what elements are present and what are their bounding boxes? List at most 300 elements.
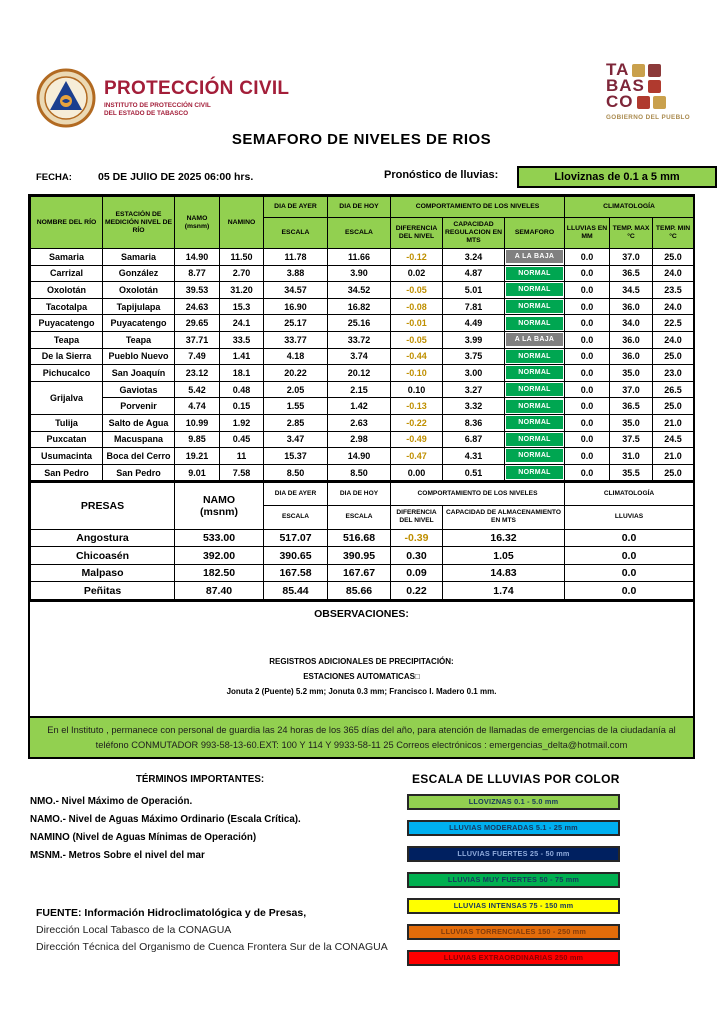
rivers-table-body — [31, 249, 694, 481]
cell-namo: 24.63 — [175, 298, 220, 315]
cell-hoy: 25.16 — [328, 315, 391, 332]
cell-lluvias: 0.0 — [565, 547, 694, 565]
col-dia-ayer: DIA DE AYER — [264, 197, 328, 218]
cell-semaforo — [505, 282, 565, 299]
cell-temp-min: 25.0 — [653, 464, 694, 481]
page-title: SEMAFORO DE NIVELES DE RIOS — [231, 131, 492, 148]
escala-bar: LLUVIAS TORRENCIALES 150 - 250 mm — [407, 924, 620, 940]
col-presas: PRESAS — [31, 482, 175, 529]
semaforo-badge: NORMAL — [506, 267, 563, 280]
tabasco-glyph-2 — [648, 64, 661, 77]
cell-temp-max: 36.5 — [610, 398, 653, 415]
table-row — [31, 547, 694, 565]
cell-estacion: Macuspana — [103, 431, 175, 448]
tables-container — [28, 194, 695, 718]
cell-namino: 24.1 — [220, 315, 264, 332]
cell-temp-min: 24.5 — [653, 431, 694, 448]
semaforo-badge: NORMAL — [506, 449, 563, 462]
cell-temp-min: 24.0 — [653, 331, 694, 348]
cell-temp-max: 36.0 — [610, 331, 653, 348]
observaciones-section — [30, 600, 693, 716]
cell-hoy: 34.52 — [328, 282, 391, 299]
cell-diferencia: 0.02 — [391, 265, 443, 282]
cell-namo: 23.12 — [175, 365, 220, 382]
cell-diferencia: -0.12 — [391, 249, 443, 266]
cell-namino: 0.45 — [220, 431, 264, 448]
cell-temp-min: 26.5 — [653, 381, 694, 398]
cell-estacion: Tapijulapa — [103, 298, 175, 315]
tabasco-logo — [606, 62, 701, 121]
tabasco-glyph-1 — [632, 64, 645, 77]
escala-bar: LLUVIAS MODERADAS 5.1 - 25 mm — [407, 820, 620, 836]
table-row — [31, 398, 694, 415]
cell-capacidad: 1.74 — [443, 582, 565, 600]
tabasco-logo-subtitle: GOBIERNO DEL PUEBLO — [606, 114, 691, 121]
cell-temp-max: 36.0 — [610, 298, 653, 315]
cell-estacion: Boca del Cerro — [103, 448, 175, 465]
table-row — [31, 381, 694, 398]
col-temp-max: TEMP. MAX °C — [610, 218, 653, 249]
col-lluvias: LLUVIAS EN MM — [565, 218, 610, 249]
cell-hoy: 1.42 — [328, 398, 391, 415]
col-presas-escala-ayer: ESCALA — [264, 505, 328, 529]
table-row — [31, 414, 694, 431]
observaciones-line: ESTACIONES AUTOMATICAS□ — [303, 671, 420, 681]
cell-ayer: 8.50 — [264, 464, 328, 481]
col-semaforo: SEMAFORO — [505, 218, 565, 249]
cell-temp-max: 37.0 — [610, 381, 653, 398]
cell-lluvias: 0.0 — [565, 348, 610, 365]
cell-lluvias: 0.0 — [565, 564, 694, 582]
cell-presa: Angostura — [31, 529, 175, 547]
cell-ayer: 167.58 — [264, 564, 328, 582]
cell-capacidad: 1.05 — [443, 547, 565, 565]
cell-lluvias: 0.0 — [565, 249, 610, 266]
cell-hoy: 8.50 — [328, 464, 391, 481]
presas-table — [30, 481, 694, 600]
terminos-line: NMO.- Nivel Máximo de Operación. — [30, 796, 193, 807]
cell-estacion: Samaria — [103, 249, 175, 266]
semaforo-badge: NORMAL — [506, 433, 563, 446]
semaforo-badge: NORMAL — [506, 400, 563, 413]
semaforo-badge: NORMAL — [506, 416, 563, 429]
cell-presa: Peñitas — [31, 582, 175, 600]
cell-ayer: 3.88 — [264, 265, 328, 282]
cell-temp-max: 34.0 — [610, 315, 653, 332]
cell-lluvias: 0.0 — [565, 298, 610, 315]
cell-namino: 31.20 — [220, 282, 264, 299]
cell-temp-min: 21.0 — [653, 448, 694, 465]
cell-estacion: San Pedro — [103, 464, 175, 481]
cell-semaforo — [505, 464, 565, 481]
proteccion-civil-emblem — [36, 68, 96, 128]
cell-namo: 37.71 — [175, 331, 220, 348]
cell-namo: 5.42 — [175, 381, 220, 398]
cell-namino: 1.41 — [220, 348, 264, 365]
col-presas-ayer: DIA DE AYER — [264, 482, 328, 505]
org-text-block — [104, 78, 289, 118]
cell-diferencia: -0.39 — [391, 529, 443, 547]
cell-capacidad: 3.27 — [443, 381, 505, 398]
cell-diferencia: -0.44 — [391, 348, 443, 365]
observaciones-title: OBSERVACIONES: — [314, 607, 409, 620]
cell-temp-min: 21.0 — [653, 414, 694, 431]
cell-rio: San Pedro — [31, 464, 103, 481]
cell-temp-min: 23.0 — [653, 365, 694, 382]
semaforo-badge: NORMAL — [506, 383, 563, 396]
cell-namino: 2.70 — [220, 265, 264, 282]
cell-hoy: 2.98 — [328, 431, 391, 448]
cell-lluvias: 0.0 — [565, 331, 610, 348]
fecha-label: FECHA: — [36, 172, 72, 183]
cell-semaforo — [505, 348, 565, 365]
cell-namo: 7.49 — [175, 348, 220, 365]
cell-capacidad: 3.32 — [443, 398, 505, 415]
cell-ayer: 15.37 — [264, 448, 328, 465]
cell-lluvias: 0.0 — [565, 315, 610, 332]
cell-ayer: 390.65 — [264, 547, 328, 565]
cell-temp-max: 31.0 — [610, 448, 653, 465]
semaforo-badge: NORMAL — [506, 366, 563, 379]
cell-rio: Usumacinta — [31, 448, 103, 465]
cell-rio: Puyacatengo — [31, 315, 103, 332]
cell-capacidad: 3.24 — [443, 249, 505, 266]
cell-rio: De la Sierra — [31, 348, 103, 365]
semaforo-badge: NORMAL — [506, 350, 563, 363]
col-presas-namo — [175, 482, 264, 529]
cell-ayer: 85.44 — [264, 582, 328, 600]
cell-ayer: 16.90 — [264, 298, 328, 315]
cell-semaforo — [505, 249, 565, 266]
cell-namo: 39.53 — [175, 282, 220, 299]
cell-diferencia: -0.08 — [391, 298, 443, 315]
cell-temp-max: 36.0 — [610, 348, 653, 365]
col-escala-hoy: ESCALA — [328, 218, 391, 249]
fuente-line2: Dirección Local Tabasco de la CONAGUA — [36, 924, 232, 936]
cell-lluvias: 0.0 — [565, 398, 610, 415]
meta-row — [36, 168, 696, 190]
presas-table-header — [31, 482, 694, 529]
cell-rio: Samaria — [31, 249, 103, 266]
cell-ayer: 33.77 — [264, 331, 328, 348]
cell-temp-max: 35.5 — [610, 464, 653, 481]
cell-hoy: 11.66 — [328, 249, 391, 266]
col-namino: NAMINO — [220, 197, 264, 249]
cell-capacidad: 4.31 — [443, 448, 505, 465]
cell-semaforo — [505, 414, 565, 431]
cell-capacidad: 7.81 — [443, 298, 505, 315]
table-row — [31, 464, 694, 481]
terminos-line: NAMINO (Nivel de Aguas Mínimas de Operación) — [30, 832, 257, 843]
cell-capacidad: 14.83 — [443, 564, 565, 582]
semaforo-badge: A LA BAJA — [506, 250, 563, 263]
cell-estacion: Salto de Agua — [103, 414, 175, 431]
col-nombre-rio: NOMBRE DEL RÍO — [31, 197, 103, 249]
cell-semaforo — [505, 398, 565, 415]
cell-rio: Tulija — [31, 414, 103, 431]
cell-diferencia: -0.01 — [391, 315, 443, 332]
cell-diferencia: 0.22 — [391, 582, 443, 600]
cell-lluvias: 0.0 — [565, 448, 610, 465]
escala-bar: LLUVIAS EXTRAORDINARIAS 250 mm — [407, 950, 620, 966]
cell-estacion: Porvenir — [103, 398, 175, 415]
cell-namo: 182.50 — [175, 564, 264, 582]
cell-capacidad: 4.49 — [443, 315, 505, 332]
cell-namo: 392.00 — [175, 547, 264, 565]
cell-namino: 0.15 — [220, 398, 264, 415]
cell-rio: Oxolotán — [31, 282, 103, 299]
cell-hoy: 390.95 — [328, 547, 391, 565]
cell-lluvias: 0.0 — [565, 464, 610, 481]
cell-capacidad: 3.75 — [443, 348, 505, 365]
table-row — [31, 249, 694, 266]
table-row — [31, 365, 694, 382]
rivers-table — [30, 196, 694, 481]
cell-capacidad: 4.87 — [443, 265, 505, 282]
cell-rio: Pichucalco — [31, 365, 103, 382]
observaciones-lines — [30, 654, 693, 699]
col-presas-lluvias: LLUVIAS — [565, 505, 694, 529]
cell-capacidad: 3.00 — [443, 365, 505, 382]
cell-temp-min: 23.5 — [653, 282, 694, 299]
cell-diferencia: -0.22 — [391, 414, 443, 431]
escala-bars — [407, 794, 627, 966]
emblem-icon — [36, 68, 96, 128]
cell-temp-min: 25.0 — [653, 249, 694, 266]
cell-ayer: 1.55 — [264, 398, 328, 415]
semaforo-badge: A LA BAJA — [506, 333, 563, 346]
org-subtitle-line1: INSTITUTO DE PROTECCIÓN CIVIL — [104, 102, 211, 109]
cell-hoy: 516.68 — [328, 529, 391, 547]
terminos-line: NAMO.- Nivel de Aguas Máximo Ordinario (Escala Crítica). — [30, 814, 301, 825]
cell-lluvias: 0.0 — [565, 365, 610, 382]
table-row — [31, 315, 694, 332]
cell-namo: 9.85 — [175, 431, 220, 448]
cell-lluvias: 0.0 — [565, 381, 610, 398]
table-row — [31, 448, 694, 465]
cell-namo: 9.01 — [175, 464, 220, 481]
cell-lluvias: 0.0 — [565, 529, 694, 547]
cell-namino: 11 — [220, 448, 264, 465]
observaciones-line: REGISTROS ADICIONALES DE PRECIPITACIÓN: — [269, 656, 454, 666]
cell-namino: 15.3 — [220, 298, 264, 315]
escala-bar: LLUVIAS INTENSAS 75 - 150 mm — [407, 898, 620, 914]
cell-presa: Chicoasén — [31, 547, 175, 565]
table-row — [31, 265, 694, 282]
cell-diferencia: 0.00 — [391, 464, 443, 481]
cell-namo: 8.77 — [175, 265, 220, 282]
cell-hoy: 3.74 — [328, 348, 391, 365]
col-presas-escala-hoy: ESCALA — [328, 505, 391, 529]
table-row — [31, 431, 694, 448]
cell-diferencia: 0.10 — [391, 381, 443, 398]
observaciones-line: Jonuta 2 (Puente) 5.2 mm; Jonuta 0.3 mm; Francisco I. Madero 0.1 mm. — [226, 686, 497, 696]
cell-estacion: González — [103, 265, 175, 282]
org-title: PROTECCIÓN CIVIL — [104, 78, 290, 99]
cell-capacidad: 3.99 — [443, 331, 505, 348]
cell-ayer: 11.78 — [264, 249, 328, 266]
cell-hoy: 33.72 — [328, 331, 391, 348]
cell-hoy: 3.90 — [328, 265, 391, 282]
cell-diferencia: -0.47 — [391, 448, 443, 465]
col-presas-comportamiento: COMPORTAMIENTO DE LOS NIVELES — [391, 482, 565, 505]
cell-ayer: 517.07 — [264, 529, 328, 547]
escala-title: ESCALA DE LLUVIAS POR COLOR — [412, 772, 620, 786]
cell-semaforo — [505, 315, 565, 332]
terminos-title: TÉRMINOS IMPORTANTES: — [135, 774, 265, 785]
semaforo-badge: NORMAL — [506, 466, 563, 479]
col-presas-capacidad: CAPACIDAD DE ALMACENAMIENTO EN MTS — [443, 505, 565, 529]
cell-ayer: 3.47 — [264, 431, 328, 448]
cell-lluvias: 0.0 — [565, 414, 610, 431]
cell-diferencia: 0.30 — [391, 547, 443, 565]
terminos-section — [30, 774, 370, 865]
cell-diferencia: -0.10 — [391, 365, 443, 382]
cell-diferencia: -0.13 — [391, 398, 443, 415]
terminos-line: MSNM.- Metros Sobre el nivel del mar — [30, 850, 205, 861]
tabasco-bas: BAS — [606, 76, 645, 95]
cell-semaforo — [505, 431, 565, 448]
cell-temp-max: 37.0 — [610, 249, 653, 266]
pronostico-value-box: Lloviznas de 0.1 a 5 mm — [517, 166, 717, 188]
col-comportamiento: COMPORTAMIENTO DE LOS NIVELES — [391, 197, 565, 218]
cell-capacidad: 16.32 — [443, 529, 565, 547]
table-row — [31, 282, 694, 299]
cell-namino: 18.1 — [220, 365, 264, 382]
table-row — [31, 529, 694, 547]
cell-lluvias: 0.0 — [565, 282, 610, 299]
escala-bar: LLOVIZNAS 0.1 - 5.0 mm — [407, 794, 620, 810]
cell-ayer: 25.17 — [264, 315, 328, 332]
col-climatologia: CLIMATOLOGÍA — [565, 197, 694, 218]
fuente-section — [36, 905, 388, 956]
cell-semaforo — [505, 365, 565, 382]
cell-temp-min: 25.0 — [653, 398, 694, 415]
col-presas-hoy: DIA DE HOY — [328, 482, 391, 505]
cell-ayer: 20.22 — [264, 365, 328, 382]
cell-diferencia: -0.49 — [391, 431, 443, 448]
presas-namo-line1: NAMO — [202, 494, 236, 507]
table-row — [31, 298, 694, 315]
cell-namino: 7.58 — [220, 464, 264, 481]
cell-hoy: 14.90 — [328, 448, 391, 465]
cell-temp-max: 35.0 — [610, 414, 653, 431]
cell-namo: 29.65 — [175, 315, 220, 332]
cell-estacion: Puyacatengo — [103, 315, 175, 332]
cell-semaforo — [505, 331, 565, 348]
col-presas-climatologia: CLIMATOLOGÍA — [565, 482, 694, 505]
col-namo: NAMO (msnm) — [175, 197, 220, 249]
table-row — [31, 564, 694, 582]
cell-namo: 19.21 — [175, 448, 220, 465]
cell-hoy: 2.63 — [328, 414, 391, 431]
col-estacion: ESTACIÓN DE MEDICIÓN NIVEL DE RÍO — [103, 197, 175, 249]
cell-estacion: Oxolotán — [103, 282, 175, 299]
cell-capacidad: 5.01 — [443, 282, 505, 299]
fecha-value: 05 DE JUlIO DE 2025 06:00 hrs. — [98, 171, 254, 183]
emergency-contact-banner: En el Instituto , permanece con personal de guardia las 24 horas de los 365 días del año, para atención de llamadas de emergencias de la ciudadanía al teléfono CONMUTADOR 993-58-13-60.EXT: 100 Y 114 Y 9933-58-11 25 Correos electrónicos : emergencias_delta@hotmail.com — [28, 716, 695, 759]
cell-namo: 533.00 — [175, 529, 264, 547]
cell-namo: 4.74 — [175, 398, 220, 415]
cell-estacion: Gaviotas — [103, 381, 175, 398]
cell-capacidad: 8.36 — [443, 414, 505, 431]
tabasco-co: CO — [606, 92, 634, 111]
cell-hoy: 2.15 — [328, 381, 391, 398]
cell-ayer: 4.18 — [264, 348, 328, 365]
cell-diferencia: 0.09 — [391, 564, 443, 582]
fuente-line3: Dirección Técnica del Organismo de Cuenca Frontera Sur de la CONAGUA — [36, 941, 388, 953]
escala-bar: LLUVIAS FUERTES 25 - 50 mm — [407, 846, 620, 862]
cell-namino: 11.50 — [220, 249, 264, 266]
cell-temp-min: 24.0 — [653, 298, 694, 315]
cell-temp-max: 35.0 — [610, 365, 653, 382]
col-escala-ayer: ESCALA — [264, 218, 328, 249]
cell-namo: 87.40 — [175, 582, 264, 600]
cell-estacion: Teapa — [103, 331, 175, 348]
cell-semaforo — [505, 448, 565, 465]
cell-hoy: 85.66 — [328, 582, 391, 600]
cell-ayer: 2.05 — [264, 381, 328, 398]
cell-namino: 0.48 — [220, 381, 264, 398]
tabasco-glyph-4 — [637, 96, 650, 109]
cell-hoy: 20.12 — [328, 365, 391, 382]
cell-semaforo — [505, 265, 565, 282]
cell-namo: 14.90 — [175, 249, 220, 266]
table-row — [31, 582, 694, 600]
cell-semaforo — [505, 381, 565, 398]
cell-rio: Grijalva — [31, 381, 103, 414]
cell-diferencia: -0.05 — [391, 331, 443, 348]
cell-namo: 10.99 — [175, 414, 220, 431]
cell-namino: 33.5 — [220, 331, 264, 348]
cell-rio: Carrizal — [31, 265, 103, 282]
presas-table-body — [31, 529, 694, 599]
cell-temp-min: 25.0 — [653, 348, 694, 365]
cell-capacidad: 6.87 — [443, 431, 505, 448]
tabasco-glyph-5 — [653, 96, 666, 109]
cell-temp-max: 36.5 — [610, 265, 653, 282]
tabasco-ta: TA — [606, 60, 630, 79]
cell-temp-max: 37.5 — [610, 431, 653, 448]
cell-presa: Malpaso — [31, 564, 175, 582]
cell-lluvias: 0.0 — [565, 431, 610, 448]
escala-lluvias-section — [407, 772, 627, 976]
semaforo-badge: NORMAL — [506, 300, 563, 313]
tabasco-glyph-3 — [648, 80, 661, 93]
tabasco-logo-line3 — [606, 94, 701, 110]
cell-namino: 1.92 — [220, 414, 264, 431]
cell-lluvias: 0.0 — [565, 265, 610, 282]
col-presas-diferencia: DIFERENCIA DEL NIVEL — [391, 505, 443, 529]
cell-ayer: 34.57 — [264, 282, 328, 299]
cell-estacion: San Joaquín — [103, 365, 175, 382]
table-row — [31, 331, 694, 348]
escala-bar: LLUVIAS MUY FUERTES 50 - 75 mm — [407, 872, 620, 888]
rivers-table-header — [31, 197, 694, 249]
semaforo-badge: NORMAL — [506, 283, 563, 296]
cell-estacion: Pueblo Nuevo — [103, 348, 175, 365]
table-row — [31, 348, 694, 365]
col-temp-min: TEMP. MIN °C — [653, 218, 694, 249]
cell-capacidad: 0.51 — [443, 464, 505, 481]
fuente-line1: FUENTE: Información Hidroclimatológica y de Presas, — [36, 907, 307, 919]
cell-ayer: 2.85 — [264, 414, 328, 431]
cell-temp-min: 22.5 — [653, 315, 694, 332]
pronostico-label: Pronóstico de lluvias: — [384, 169, 499, 181]
col-dia-hoy: DIA DE HOY — [328, 197, 391, 218]
cell-lluvias: 0.0 — [565, 582, 694, 600]
org-subtitle — [104, 102, 289, 118]
